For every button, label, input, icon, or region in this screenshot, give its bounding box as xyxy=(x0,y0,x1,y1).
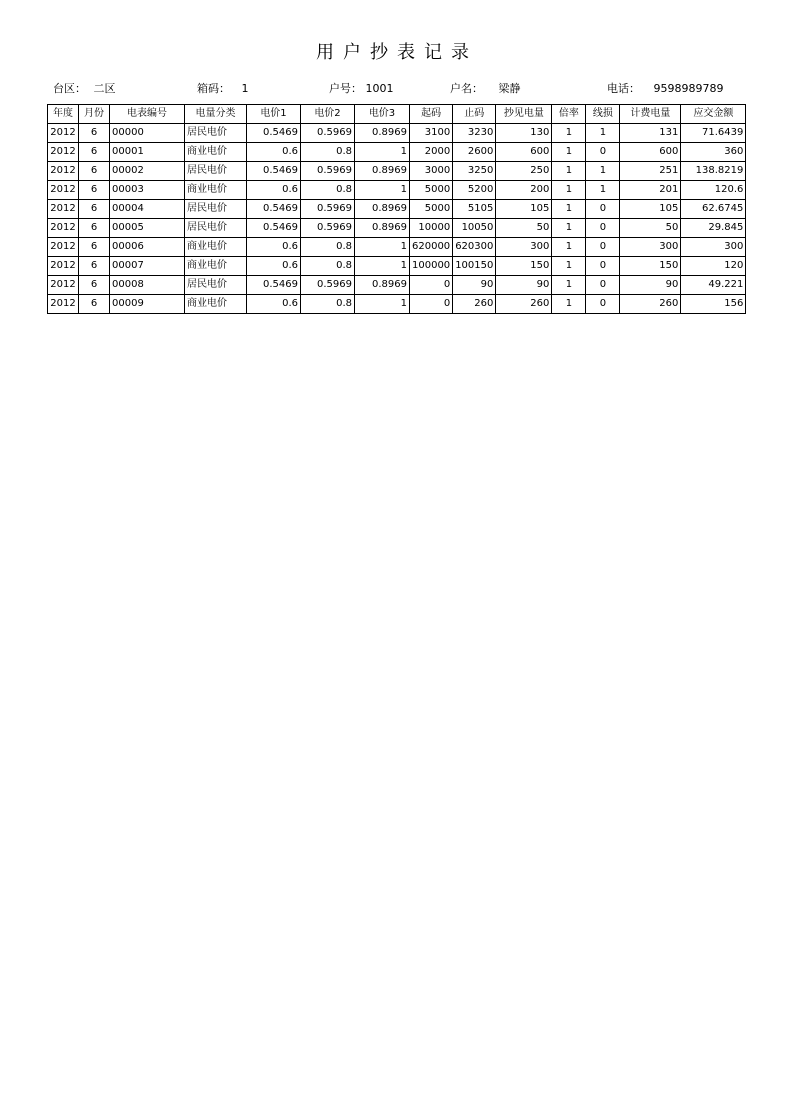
cell-end-reading: 3230 xyxy=(453,124,496,143)
cell-price3: 0.8969 xyxy=(355,124,410,143)
cell-year: 2012 xyxy=(48,124,79,143)
header-billed-usage: 计费电量 xyxy=(620,105,681,124)
header-multiplier: 倍率 xyxy=(552,105,586,124)
header-month: 月份 xyxy=(79,105,110,124)
table-body xyxy=(48,124,746,314)
cell-multiplier: 1 xyxy=(552,238,586,257)
cell-price1: 0.5469 xyxy=(247,200,301,219)
cell-end-reading: 3250 xyxy=(453,162,496,181)
cell-month: 6 xyxy=(79,257,110,276)
cell-read-usage: 150 xyxy=(496,257,552,276)
cell-billed-usage: 300 xyxy=(620,238,681,257)
cell-multiplier: 1 xyxy=(552,295,586,314)
cell-line-loss: 0 xyxy=(586,219,620,238)
cell-billed-usage: 50 xyxy=(620,219,681,238)
header-price2: 电价2 xyxy=(301,105,355,124)
cell-multiplier: 1 xyxy=(552,162,586,181)
cell-billed-usage: 105 xyxy=(620,200,681,219)
cell-start-reading: 5000 xyxy=(410,200,453,219)
table-row xyxy=(48,162,746,181)
cell-year: 2012 xyxy=(48,162,79,181)
cell-price2: 0.8 xyxy=(301,143,355,162)
cell-meter-id: 00002 xyxy=(110,162,185,181)
cell-category: 商业电价 xyxy=(185,295,247,314)
cell-multiplier: 1 xyxy=(552,276,586,295)
cell-price2: 0.8 xyxy=(301,295,355,314)
cell-billed-usage: 90 xyxy=(620,276,681,295)
account-value: 1001 xyxy=(365,82,394,95)
cell-line-loss: 0 xyxy=(586,295,620,314)
cell-billed-usage: 251 xyxy=(620,162,681,181)
box-info xyxy=(197,82,249,96)
cell-price1: 0.5469 xyxy=(247,276,301,295)
cell-read-usage: 105 xyxy=(496,200,552,219)
cell-month: 6 xyxy=(79,200,110,219)
cell-billed-usage: 150 xyxy=(620,257,681,276)
cell-multiplier: 1 xyxy=(552,200,586,219)
cell-month: 6 xyxy=(79,124,110,143)
cell-end-reading: 5105 xyxy=(453,200,496,219)
cell-price3: 0.8969 xyxy=(355,162,410,181)
cell-category: 商业电价 xyxy=(185,257,247,276)
cell-price2: 0.8 xyxy=(301,181,355,200)
phone-value: 9598989789 xyxy=(653,82,724,95)
header-price1: 电价1 xyxy=(247,105,301,124)
cell-end-reading: 90 xyxy=(453,276,496,295)
cell-billed-usage: 260 xyxy=(620,295,681,314)
cell-meter-id: 00003 xyxy=(110,181,185,200)
table-row xyxy=(48,295,746,314)
area-value: 二区 xyxy=(93,82,116,95)
cell-end-reading: 260 xyxy=(453,295,496,314)
cell-month: 6 xyxy=(79,181,110,200)
cell-line-loss: 0 xyxy=(586,200,620,219)
cell-read-usage: 260 xyxy=(496,295,552,314)
phone-info xyxy=(607,82,724,96)
cell-read-usage: 250 xyxy=(496,162,552,181)
cell-start-reading: 3000 xyxy=(410,162,453,181)
cell-meter-id: 00000 xyxy=(110,124,185,143)
table-row xyxy=(48,276,746,295)
cell-year: 2012 xyxy=(48,219,79,238)
cell-meter-id: 00005 xyxy=(110,219,185,238)
cell-amount-due: 29.845 xyxy=(681,219,746,238)
header-price3: 电价3 xyxy=(355,105,410,124)
header-category: 电量分类 xyxy=(185,105,247,124)
cell-billed-usage: 600 xyxy=(620,143,681,162)
cell-year: 2012 xyxy=(48,143,79,162)
cell-multiplier: 1 xyxy=(552,124,586,143)
cell-line-loss: 0 xyxy=(586,257,620,276)
cell-amount-due: 120.6 xyxy=(681,181,746,200)
cell-month: 6 xyxy=(79,295,110,314)
cell-start-reading: 620000 xyxy=(410,238,453,257)
header-start-reading: 起码 xyxy=(410,105,453,124)
cell-end-reading: 100150 xyxy=(453,257,496,276)
cell-start-reading: 10000 xyxy=(410,219,453,238)
cell-price2: 0.5969 xyxy=(301,276,355,295)
cell-price1: 0.6 xyxy=(247,238,301,257)
cell-month: 6 xyxy=(79,162,110,181)
cell-end-reading: 5200 xyxy=(453,181,496,200)
cell-price3: 1 xyxy=(355,181,410,200)
header-read-usage: 抄见电量 xyxy=(496,105,552,124)
cell-category: 居民电价 xyxy=(185,124,247,143)
cell-meter-id: 00004 xyxy=(110,200,185,219)
meter-reading-table xyxy=(47,104,746,314)
cell-multiplier: 1 xyxy=(552,219,586,238)
header-year: 年度 xyxy=(48,105,79,124)
cell-amount-due: 62.6745 xyxy=(681,200,746,219)
cell-amount-due: 138.8219 xyxy=(681,162,746,181)
cell-start-reading: 2000 xyxy=(410,143,453,162)
cell-start-reading: 0 xyxy=(410,295,453,314)
header-end-reading: 止码 xyxy=(453,105,496,124)
cell-amount-due: 71.6439 xyxy=(681,124,746,143)
cell-end-reading: 10050 xyxy=(453,219,496,238)
cell-start-reading: 5000 xyxy=(410,181,453,200)
cell-multiplier: 1 xyxy=(552,257,586,276)
cell-price1: 0.5469 xyxy=(247,124,301,143)
cell-price3: 1 xyxy=(355,143,410,162)
cell-multiplier: 1 xyxy=(552,143,586,162)
cell-multiplier: 1 xyxy=(552,181,586,200)
cell-billed-usage: 131 xyxy=(620,124,681,143)
name-info xyxy=(450,82,521,96)
cell-price3: 0.8969 xyxy=(355,219,410,238)
cell-amount-due: 156 xyxy=(681,295,746,314)
area-info xyxy=(53,82,116,96)
cell-amount-due: 49.221 xyxy=(681,276,746,295)
cell-read-usage: 90 xyxy=(496,276,552,295)
cell-price2: 0.5969 xyxy=(301,124,355,143)
cell-price2: 0.8 xyxy=(301,238,355,257)
cell-read-usage: 200 xyxy=(496,181,552,200)
cell-category: 商业电价 xyxy=(185,143,247,162)
cell-end-reading: 620300 xyxy=(453,238,496,257)
cell-price3: 0.8969 xyxy=(355,200,410,219)
cell-price2: 0.5969 xyxy=(301,200,355,219)
header-amount-due: 应交金额 xyxy=(681,105,746,124)
table-row xyxy=(48,219,746,238)
cell-price2: 0.8 xyxy=(301,257,355,276)
cell-start-reading: 0 xyxy=(410,276,453,295)
cell-amount-due: 120 xyxy=(681,257,746,276)
table-row xyxy=(48,181,746,200)
cell-price1: 0.6 xyxy=(247,181,301,200)
cell-meter-id: 00001 xyxy=(110,143,185,162)
cell-category: 商业电价 xyxy=(185,238,247,257)
cell-price1: 0.6 xyxy=(247,257,301,276)
cell-line-loss: 0 xyxy=(586,143,620,162)
cell-amount-due: 360 xyxy=(681,143,746,162)
cell-price3: 0.8969 xyxy=(355,276,410,295)
cell-category: 居民电价 xyxy=(185,200,247,219)
name-value: 梁静 xyxy=(498,82,521,95)
page-title: 用户抄表记录 xyxy=(316,42,478,63)
cell-month: 6 xyxy=(79,238,110,257)
cell-year: 2012 xyxy=(48,276,79,295)
cell-line-loss: 0 xyxy=(586,238,620,257)
table-row xyxy=(48,143,746,162)
cell-month: 6 xyxy=(79,219,110,238)
cell-month: 6 xyxy=(79,143,110,162)
cell-read-usage: 50 xyxy=(496,219,552,238)
cell-end-reading: 2600 xyxy=(453,143,496,162)
cell-meter-id: 00008 xyxy=(110,276,185,295)
cell-price2: 0.5969 xyxy=(301,219,355,238)
phone-label: 电话： xyxy=(607,82,640,95)
cell-price3: 1 xyxy=(355,295,410,314)
cell-year: 2012 xyxy=(48,238,79,257)
cell-start-reading: 100000 xyxy=(410,257,453,276)
cell-price2: 0.5969 xyxy=(301,162,355,181)
cell-line-loss: 0 xyxy=(586,276,620,295)
cell-year: 2012 xyxy=(48,200,79,219)
cell-category: 商业电价 xyxy=(185,181,247,200)
cell-price1: 0.5469 xyxy=(247,162,301,181)
table-row xyxy=(48,200,746,219)
cell-price1: 0.5469 xyxy=(247,219,301,238)
cell-year: 2012 xyxy=(48,181,79,200)
box-label: 箱码： xyxy=(197,82,230,95)
name-label: 户名： xyxy=(450,82,483,95)
account-label: 户号： xyxy=(329,82,362,95)
cell-category: 居民电价 xyxy=(185,219,247,238)
cell-line-loss: 1 xyxy=(586,162,620,181)
box-value: 1 xyxy=(241,82,249,95)
cell-line-loss: 1 xyxy=(586,124,620,143)
account-info xyxy=(329,82,394,96)
cell-price1: 0.6 xyxy=(247,295,301,314)
cell-meter-id: 00006 xyxy=(110,238,185,257)
cell-meter-id: 00009 xyxy=(110,295,185,314)
cell-price3: 1 xyxy=(355,257,410,276)
cell-read-usage: 130 xyxy=(496,124,552,143)
header-meter-id: 电表编号 xyxy=(110,105,185,124)
cell-month: 6 xyxy=(79,276,110,295)
cell-category: 居民电价 xyxy=(185,162,247,181)
cell-amount-due: 300 xyxy=(681,238,746,257)
header-line-loss: 线损 xyxy=(586,105,620,124)
cell-read-usage: 600 xyxy=(496,143,552,162)
cell-year: 2012 xyxy=(48,295,79,314)
cell-meter-id: 00007 xyxy=(110,257,185,276)
cell-start-reading: 3100 xyxy=(410,124,453,143)
cell-year: 2012 xyxy=(48,257,79,276)
cell-category: 居民电价 xyxy=(185,276,247,295)
cell-price1: 0.6 xyxy=(247,143,301,162)
cell-billed-usage: 201 xyxy=(620,181,681,200)
table-row xyxy=(48,238,746,257)
cell-line-loss: 1 xyxy=(586,181,620,200)
cell-price3: 1 xyxy=(355,238,410,257)
cell-read-usage: 300 xyxy=(496,238,552,257)
area-label: 台区： xyxy=(53,82,86,95)
table-header-row xyxy=(48,105,746,124)
table-row xyxy=(48,124,746,143)
table-row xyxy=(48,257,746,276)
